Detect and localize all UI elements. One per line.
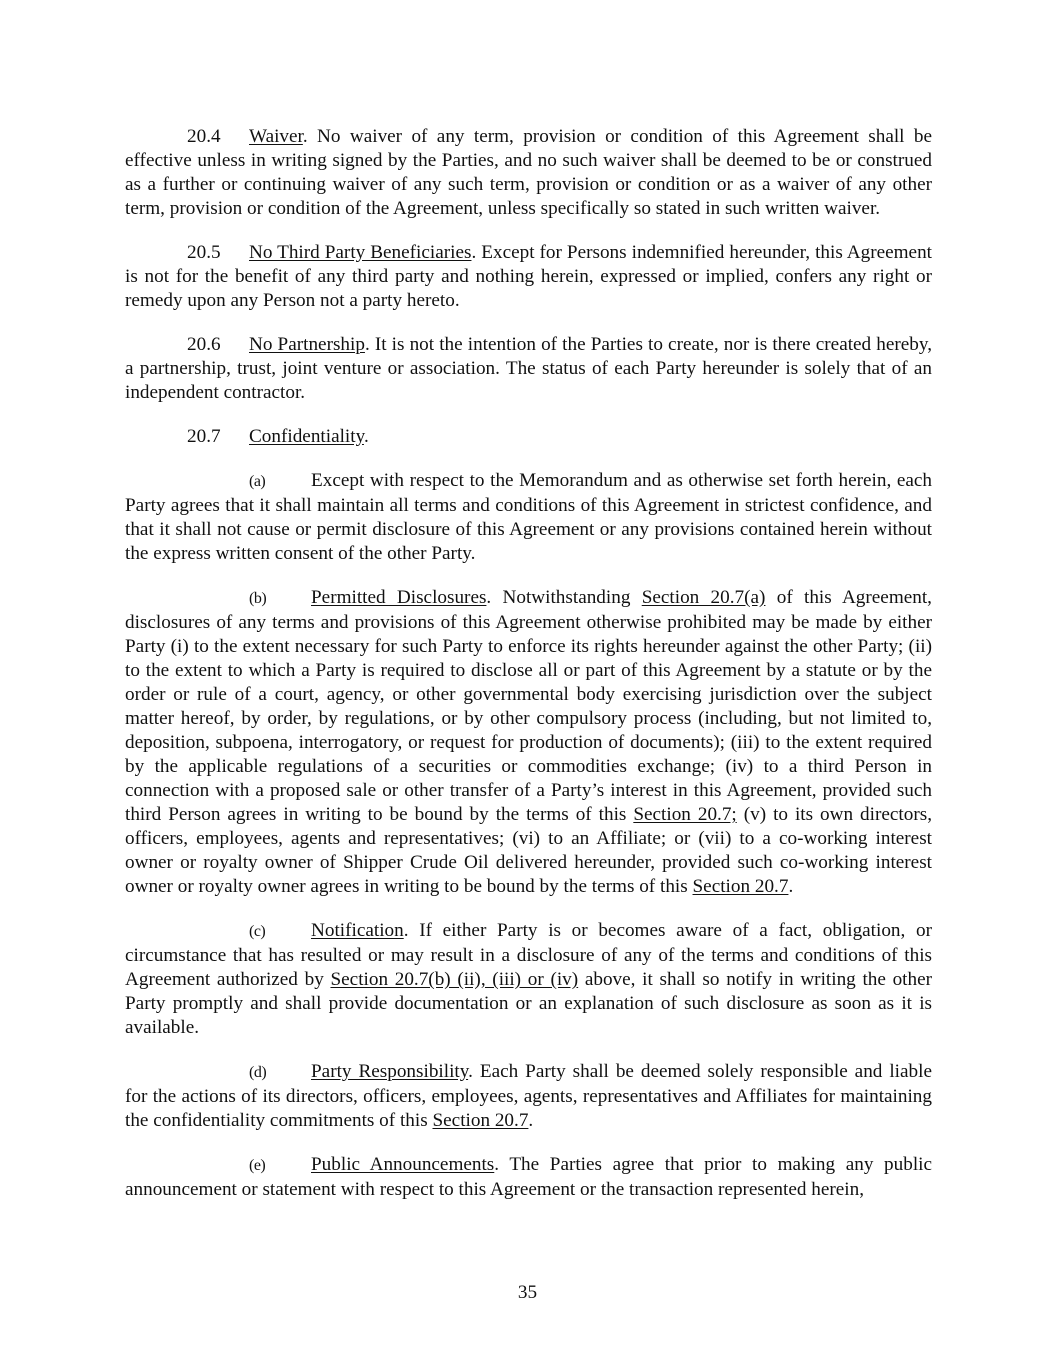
section-heading: No Partnership [249, 334, 365, 355]
section-20-4 [125, 125, 932, 221]
subsection-body: Except with respect to the Memorandum and as otherwise set forth herein, each Party agrees that it shall maintain all terms and conditions of this Agreement in strictest confidence, and that it shall not cause or permit disclosure of this Agreement or any provisions contained herein without the express written consent of the other Party. [125, 470, 932, 564]
section-number: 20.6 [187, 334, 221, 355]
subsection-text: above, it shall so notify in writing the other Party promptly and shall provide documentation or an explanation of such disclosure as soon as it is available. [125, 969, 933, 1038]
section-number: 20.5 [187, 242, 221, 263]
section-heading: Waiver [249, 126, 303, 147]
subsection-label: (c) [249, 923, 266, 940]
section-reference: Section 20.7(a) [641, 587, 766, 608]
section-body: . Except for Persons indemnified hereunder, this Agreement is not for the benefit of any third party and nothing herein, expressed or implied, confers any right or remedy upon any Person not a party hereto. [125, 242, 932, 311]
section-20-5 [125, 241, 932, 313]
section-heading: Confidentiality [249, 426, 364, 447]
section-body: . It is not the intention of the Parties to create, nor is there created hereby, a partnership, trust, joint venture or association. The status of each Party hereunder is solely that of an independent contractor. [125, 334, 933, 403]
subsection-d [125, 1060, 932, 1133]
section-20-7 [125, 425, 932, 449]
subsection-text: . The Parties agree that prior to making any public announcement or statement with respect to this Agreement or the transaction represented herein, [125, 1154, 932, 1200]
section-body: . No waiver of any term, provision or condition of this Agreement shall be effective unless in writing signed by the Parties, and no such waiver shall be deemed to be or construed as a further or continuing waiver of any such term, provision or condition or as a waiver of any other term, provision or condition of the Agreement, unless specifically so stated in such written waiver. [125, 126, 932, 219]
subsection-label: (a) [249, 473, 266, 490]
subsection-label: (b) [249, 590, 267, 607]
subsection-text: . [528, 1110, 534, 1131]
section-reference: Section 20.7 [432, 1110, 529, 1131]
section-heading: No Third Party Beneficiaries [249, 242, 472, 263]
section-20-6 [125, 333, 932, 405]
section-body: . [363, 426, 369, 447]
section-reference: Section 20.7; [633, 804, 737, 825]
subsection-heading: Notification [311, 920, 404, 941]
page-number: 35 [517, 1282, 538, 1303]
subsection-text: . Each Party shall be deemed solely responsible and liable for the actions of its directors, officers, employees, agents, representatives and Affiliates for maintaining the confidentiality commitments of this [125, 1061, 932, 1131]
subsection-c [125, 919, 932, 1040]
section-number: 20.4 [187, 126, 221, 147]
subsection-e [125, 1153, 932, 1202]
section-reference: Section 20.7(b) (ii), (iii) or (iv) [330, 969, 579, 990]
subsection-text: . Notwithstanding [486, 587, 642, 608]
document-page [125, 125, 932, 1222]
section-reference: Section 20.7 [692, 876, 789, 897]
subsection-b [125, 586, 932, 899]
subsection-heading: Permitted Disclosures [311, 587, 487, 608]
subsection-a [125, 469, 932, 566]
subsection-label: (e) [249, 1157, 266, 1174]
subsection-text: . [788, 876, 794, 897]
subsection-text: . If either Party is or becomes aware of a fact, obligation, or circumstance that has resulted or may result in a disclosure of any of the terms and conditions of this Agreement authorized by [125, 920, 932, 990]
subsection-heading: Party Responsibility [311, 1061, 469, 1082]
subsection-heading: Public Announcements [311, 1154, 495, 1175]
section-number: 20.7 [187, 426, 221, 447]
subsection-text: of this Agreement, disclosures of any terms and provisions of this Agreement otherwise prohibited may be made by either Party (i) to the extent necessary for such Party to enforce its rights hereunder against the other Party; (ii) to the extent to which a Party is required to disclose all or part of this Agreement by a statute or by the order or rule of a court, agency, or other governmental body exercising jurisdiction over the subject matter hereof, by order, by regulations, or by other compulsory process (including, but not limited to, deposition, subpoena, interrogatory, or request for production of documents); (iii) to the extent required by the applicable regulations of a securities or commodities exchange; (iv) to a third Person in connection with a proposed sale or other transfer of a Party’s interest in this Agreement, provided such third Person agrees in writing to be bound by the terms of this [125, 587, 932, 825]
subsection-text: (v) to its own directors, officers, employees, agents and representatives; (vi) to an Affiliate; or (vii) to a co-working interest owner or royalty owner of Shipper Crude Oil delivered hereunder, provided such co-working interest owner or royalty owner agrees in writing to be bound by the terms of this [125, 804, 932, 897]
subsection-label: (d) [249, 1064, 267, 1081]
